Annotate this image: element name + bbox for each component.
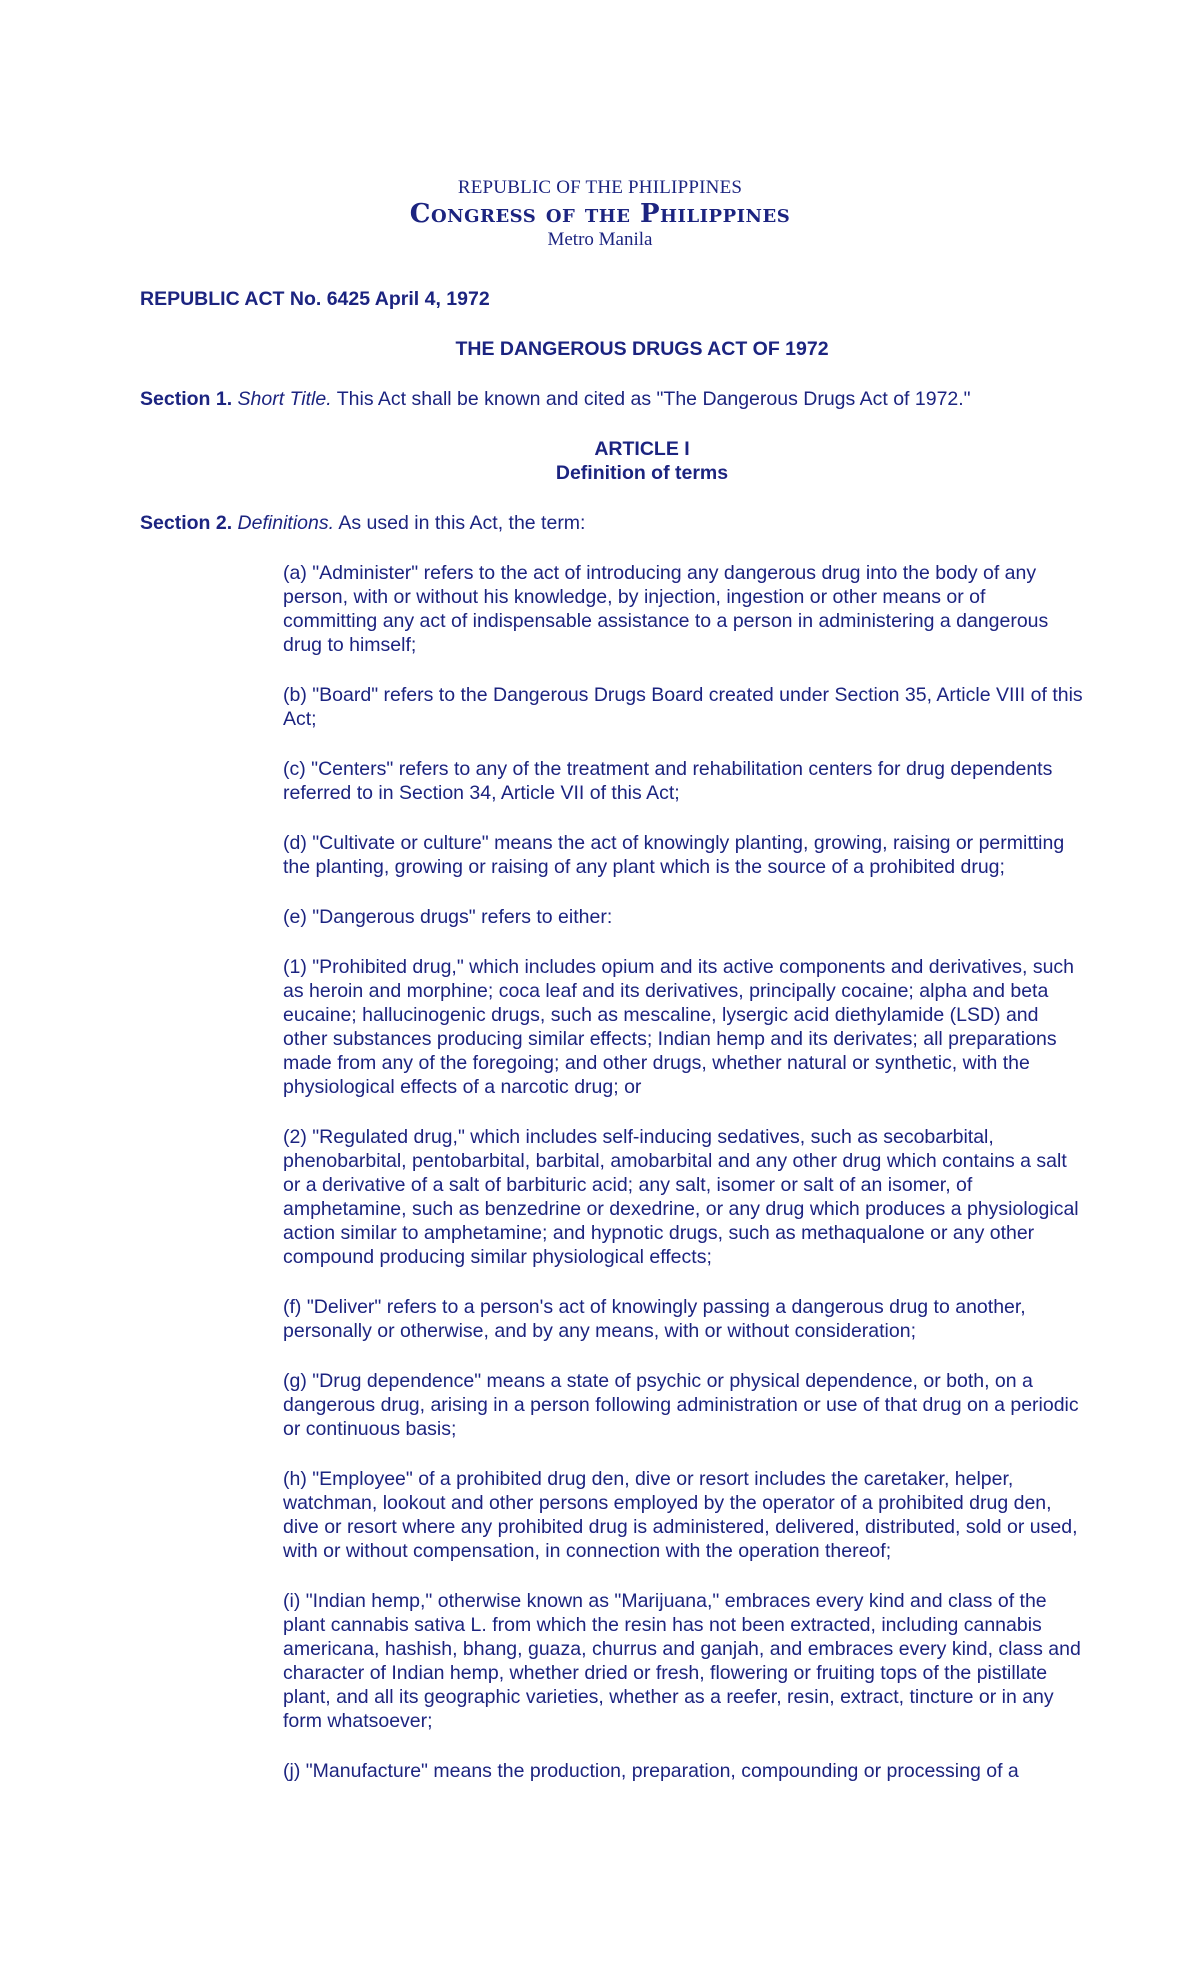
definitions-list [283, 561, 1083, 1783]
definition-item: (i) "Indian hemp," otherwise known as "Marijuana," embraces every kind and class of the plant cannabis sativa L. from which the resin has not been extracted, including cannabis americana, hashish, bhang, guaza, churrus and ganjah, and embraces every kind, class and character of Indian hemp, whether dried or fresh, flowering or fruiting tops of the pistillate plant, and all its geographic varieties, whether as a reefer, resin, extract, tincture or in any form whatsoever; [283, 1590, 1081, 1732]
definition-item: (e) "Dangerous drugs" refers to either: [283, 906, 613, 928]
masthead [0, 177, 1200, 251]
definition-item: (g) "Drug dependence" means a state of psychic or physical dependence, or both, on a dangerous drug, arising in a person following administration or use of that drug on a periodic or continuous basis; [283, 1370, 1079, 1440]
masthead-republic: REPUBLIC OF THE PHILIPPINES [457, 177, 743, 198]
section-1-heading: Short Title. [237, 388, 332, 410]
section-1-label: Section 1. [140, 388, 233, 410]
document-body [140, 287, 1100, 1809]
definition-item: (j) "Manufacture" means the production, preparation, compounding or processing of a [283, 1760, 1019, 1782]
masthead-congress: Congress of the Philippines [409, 199, 791, 229]
definition-item: (b) "Board" refers to the Dangerous Drugs Board created under Section 35, Article VIII of this Act; [283, 684, 1083, 730]
section-2-text: As used in this Act, the term: [334, 512, 586, 534]
section-1-text: This Act shall be known and cited as "The Dangerous Drugs Act of 1972." [331, 388, 971, 410]
act-title: THE DANGEROUS DRUGS ACT OF 1972 [455, 338, 829, 360]
section-1 [140, 387, 1100, 411]
definition-item: (d) "Cultivate or culture" means the act of knowingly planting, growing, raising or permitting the planting, growing or raising of any plant which is the source of a prohibited drug; [283, 832, 1065, 878]
definition-item: (f) "Deliver" refers to a person's act of knowingly passing a dangerous drug to another, personally or otherwise, and by any means, with or without consideration; [283, 1296, 1026, 1342]
definition-item: (1) "Prohibited drug," which includes opium and its active components and derivatives, such as heroin and morphine; coca leaf and its derivatives, principally cocaine; alpha and beta eucaine; hallucinogenic drugs, such as mescaline, lysergic acid diethylamide (LSD) and other substances producing similar effects; Indian hemp and its derivates; all preparations made from any of the foregoing; and other drugs, whether natural or synthetic, with the physiological effects of a narcotic drug; or [283, 956, 1075, 1098]
definition-item: (c) "Centers" refers to any of the treatment and rehabilitation centers for drug dependents referred to in Section 34, Article VII of this Act; [283, 758, 1053, 804]
section-2 [140, 511, 1100, 535]
act-number-line: REPUBLIC ACT No. 6425 April 4, 1972 [140, 288, 490, 310]
definition-item: (h) "Employee" of a prohibited drug den, dive or resort includes the caretaker, helper, watchman, lookout and other persons employed by the operator of a prohibited drug den, dive or resort where any prohibited drug is administered, delivered, distributed, sold or used, with or without compensation, in connection with the operation thereof; [283, 1468, 1078, 1562]
article-number: ARTICLE I [594, 438, 690, 460]
masthead-location: Metro Manila [547, 229, 653, 250]
section-2-heading: Definitions. [237, 512, 335, 534]
definition-item: (a) "Administer" refers to the act of introducing any dangerous drug into the body of any person, with or without his knowledge, by injection, ingestion or other means or of committing any act of indispensable assistance to a person in administering a dangerous drug to himself; [283, 562, 1049, 656]
article-title: Definition of terms [555, 462, 729, 484]
article-1-heading [140, 437, 1100, 485]
section-2-label: Section 2. [140, 512, 233, 534]
definition-item: (2) "Regulated drug," which includes self-inducing sedatives, such as secobarbital, phenobarbital, pentobarbital, barbital, amobarbital and any other drug which contains a salt or a derivative of a salt of barbituric acid; any salt, isomer or salt of an isomer, of amphetamine, such as benzedrine or dexedrine, or any drug which produces a physiological action similar to amphetamine; and hypnotic drugs, such as methaqualone or any other compound producing similar physiological effects; [283, 1126, 1079, 1268]
